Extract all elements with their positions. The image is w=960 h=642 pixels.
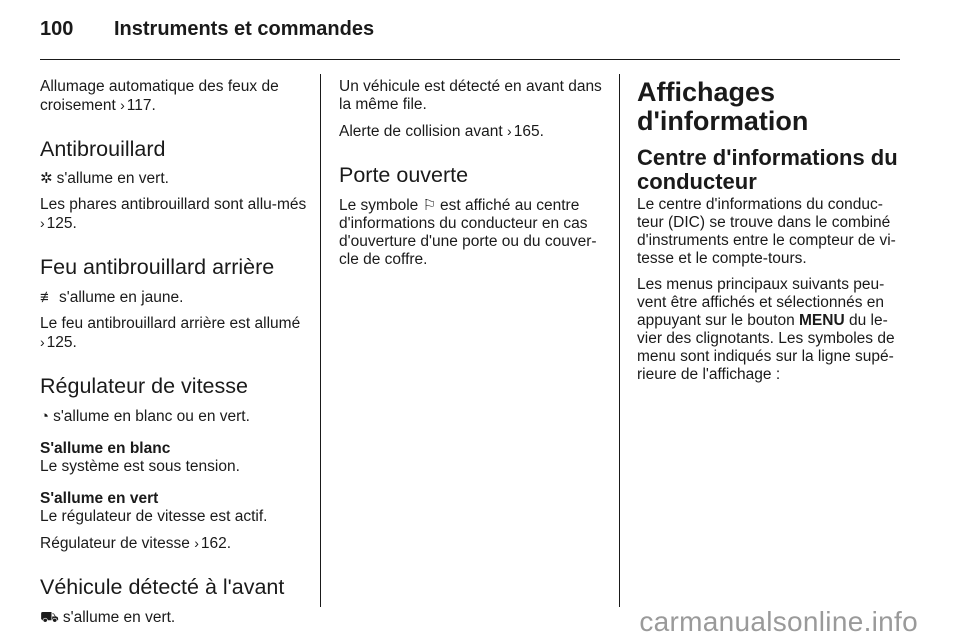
- fog-lamp-icon: ✲: [40, 170, 53, 187]
- page-reference-link[interactable]: 162.: [200, 535, 232, 552]
- page-reference-link[interactable]: 117.: [126, 97, 156, 114]
- section-title-vehicle-ahead: Véhicule détecté à l'avant: [40, 575, 285, 599]
- chapter-title: Instruments et commandes: [114, 18, 375, 40]
- cruise-status: ◔ s'allume en blanc ou en vert.: [40, 408, 250, 425]
- intro-paragraph: Allumage automatique des feux de croisement › 117.: [40, 78, 279, 114]
- rear-fog-status: ≢ s'allume en jaune.: [40, 289, 184, 306]
- chapter-section-title: Affichages d'information: [637, 77, 809, 136]
- dic-paragraph-1: Le centre d'informations du conduc-teur (DIC) se trouve dans le combiné d'instruments entre le compteur de vi-tesse et le compte-tours.: [637, 196, 896, 267]
- section-title-cruise: Régulateur de vitesse: [40, 374, 248, 398]
- watermark: carmanualsonline.info: [639, 606, 918, 637]
- subsection-white: S'allume en blanc: [40, 440, 171, 457]
- vehicle-ahead-status: ⛟ s'allume en vert.: [40, 609, 176, 626]
- column-divider-2: [619, 74, 620, 607]
- reference-arrow-icon: ›: [507, 123, 512, 139]
- door-paragraph: Le symbole ⚐ est affiché au centre d'informations du conducteur en cas d'ouverture d'une porte ou du couver-cle de coffre.: [339, 197, 597, 268]
- cruise-reference: Régulateur de vitesse › 162.: [40, 535, 232, 552]
- white-text: Le système est sous tension.: [40, 458, 240, 475]
- page-header: [40, 18, 374, 41]
- vehicle-ahead-icon: ⛟: [40, 609, 59, 626]
- dic-paragraph-2: Les menus principaux suivants peu-vent être affichés et sélectionnés en appuyant sur le bouton MENU du le-vier des clignotants. Les symboles de menu sont indiqués sur la ligne supé-rieure de l'affichage :: [637, 276, 895, 383]
- reference-arrow-icon: ›: [120, 97, 125, 113]
- rear-fog-lamp-icon: ≢: [40, 289, 55, 306]
- vehicle-ahead-paragraph: Un véhicule est détecté en avant dans la même file.: [339, 78, 602, 113]
- page-reference-link[interactable]: 125.: [46, 334, 77, 351]
- fog-status: ✲ s'allume en vert.: [40, 170, 169, 187]
- reference-arrow-icon: ›: [40, 334, 45, 350]
- collision-reference: Alerte de collision avant › 165.: [339, 123, 544, 140]
- section-title-rear-fog: Feu antibrouillard arrière: [40, 255, 275, 279]
- cruise-control-icon: ◔: [40, 408, 50, 425]
- reference-arrow-icon: ›: [194, 535, 199, 551]
- page-reference-link[interactable]: 125.: [46, 215, 77, 232]
- subsection-green: S'allume en vert: [40, 490, 159, 507]
- door-open-icon: ⚐: [422, 197, 437, 214]
- green-text: Le régulateur de vitesse est actif.: [40, 508, 268, 525]
- page-number: 100: [40, 18, 74, 40]
- column-3: [637, 78, 903, 392]
- column-2: [339, 78, 609, 277]
- column-1: [40, 78, 308, 635]
- reference-arrow-icon: ›: [40, 215, 45, 231]
- rear-fog-text: Le feu antibrouillard arrière est allumé › 125.: [40, 315, 301, 351]
- section-title-fog: Antibrouillard: [40, 137, 166, 161]
- fog-text: Les phares antibrouillard sont allu-més › 125.: [40, 196, 307, 232]
- section-title-door: Porte ouverte: [339, 163, 469, 187]
- menu-keyword: MENU: [799, 312, 845, 329]
- section-title-dic: Centre d'informations du conducteur: [637, 145, 898, 194]
- header-rule: [40, 59, 900, 60]
- column-divider-1: [320, 74, 321, 607]
- page-reference-link[interactable]: 165.: [513, 123, 544, 140]
